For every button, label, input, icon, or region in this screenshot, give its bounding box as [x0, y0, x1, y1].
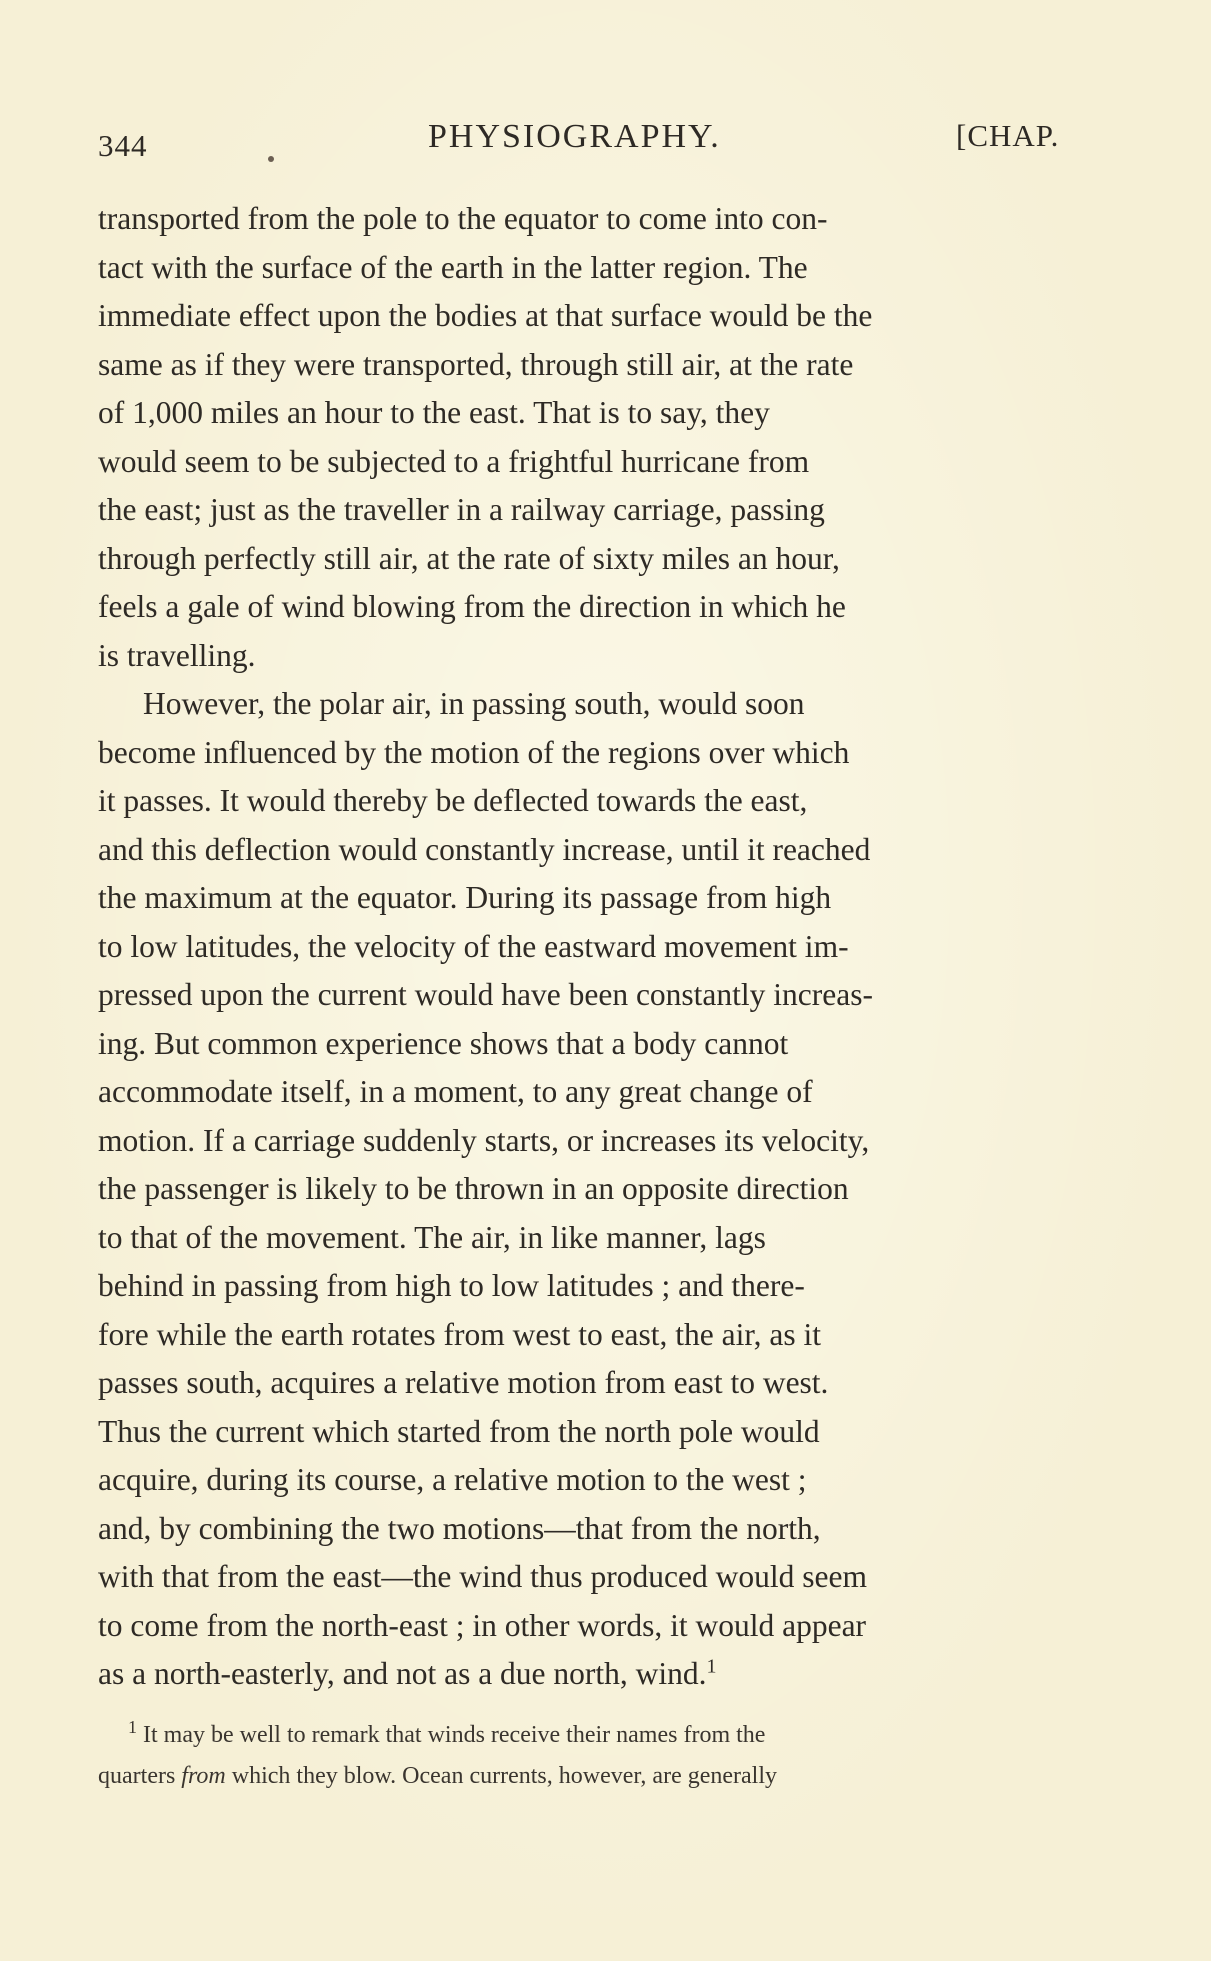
text-line: ing. But common experience shows that a body cannot [98, 1025, 789, 1061]
text-line: feels a gale of wind blowing from the direction in which he [98, 589, 846, 624]
last-text-line [98, 1650, 1100, 1699]
text-line: transported from the pole to the equator to come into con- [98, 201, 828, 236]
footnote [98, 1715, 1100, 1797]
text-line: Thus the current which started from the north pole would [98, 1413, 820, 1449]
text-line: and this deflection would constantly increase, until it reached [98, 831, 871, 867]
text-line: it passes. It would thereby be deflected towards the east, [98, 783, 808, 818]
body-text [98, 195, 1100, 1699]
running-title: PHYSIOGRAPHY. [428, 118, 721, 155]
text-line: with that from the east—the wind thus produced would seem [98, 1559, 867, 1594]
last-line-text: as a north-easterly, and not as a due north, wind. [98, 1656, 707, 1691]
chapter-abbreviation: [CHAP. [956, 118, 1060, 153]
text-line: become influenced by the motion of the regions over which [98, 734, 850, 770]
text-line: the passenger is likely to be thrown in an opposite direction [98, 1171, 849, 1206]
running-head [98, 118, 1098, 168]
text-line: to low latitudes, the velocity of the eastward movement im- [98, 928, 849, 964]
footnote-marker: 1 [128, 1717, 137, 1737]
text-line: to come from the north-east ; in other words, it would appear [98, 1607, 867, 1643]
text-line: motion. If a carriage suddenly starts, or increases its velocity, [98, 1122, 870, 1158]
text-line: and, by combining the two motions—that from the north, [98, 1510, 821, 1546]
footnote-reference[interactable]: 1 [706, 1655, 717, 1678]
text-line: behind in passing from high to low latitudes ; and there- [98, 1268, 805, 1303]
text-line: pressed upon the current would have been constantly increas- [98, 977, 873, 1012]
text-line: same as if they were transported, through still air, at the rate [98, 346, 854, 382]
text-line: immediate effect upon the bodies at that surface would be the [98, 298, 873, 333]
text-line: tact with the surface of the earth in the latter region. The [98, 249, 808, 285]
text-line: would seem to be subjected to a frightful hurricane from [98, 443, 810, 479]
page-number: 344 [98, 128, 148, 163]
text-line: the maximum at the equator. During its passage from high [98, 880, 832, 915]
text-line: acquire, during its course, a relative motion to the west ; [98, 1462, 807, 1497]
text-line: is travelling. [98, 637, 256, 673]
paragraph-start-line: However, the polar air, in passing south, would soon [143, 686, 805, 721]
text-line: the east; just as the traveller in a railway carriage, passing [98, 492, 825, 527]
text-line: through perfectly still air, at the rate of sixty miles an hour, [98, 540, 840, 576]
footnote-italic-word: from [181, 1763, 226, 1789]
footnote-text-2b: which they blow. Ocean currents, however, are generally [225, 1763, 777, 1789]
footnote-line-2 [98, 1756, 1100, 1797]
text-line: of 1,000 miles an hour to the east. That is to say, they [98, 395, 770, 430]
footnote-text-1: It may be well to remark that winds receive their names from the [143, 1722, 766, 1748]
text-line: fore while the earth rotates from west to east, the air, as it [98, 1316, 821, 1352]
text-line: passes south, acquires a relative motion from east to west. [98, 1365, 829, 1400]
footnote-line-1 [98, 1715, 1100, 1756]
footnote-text-2a: quarters [98, 1763, 182, 1789]
printer-dot [268, 156, 274, 162]
text-line: accommodate itself, in a moment, to any great change of [98, 1074, 813, 1109]
text-line: to that of the movement. The air, in like manner, lags [98, 1219, 766, 1255]
